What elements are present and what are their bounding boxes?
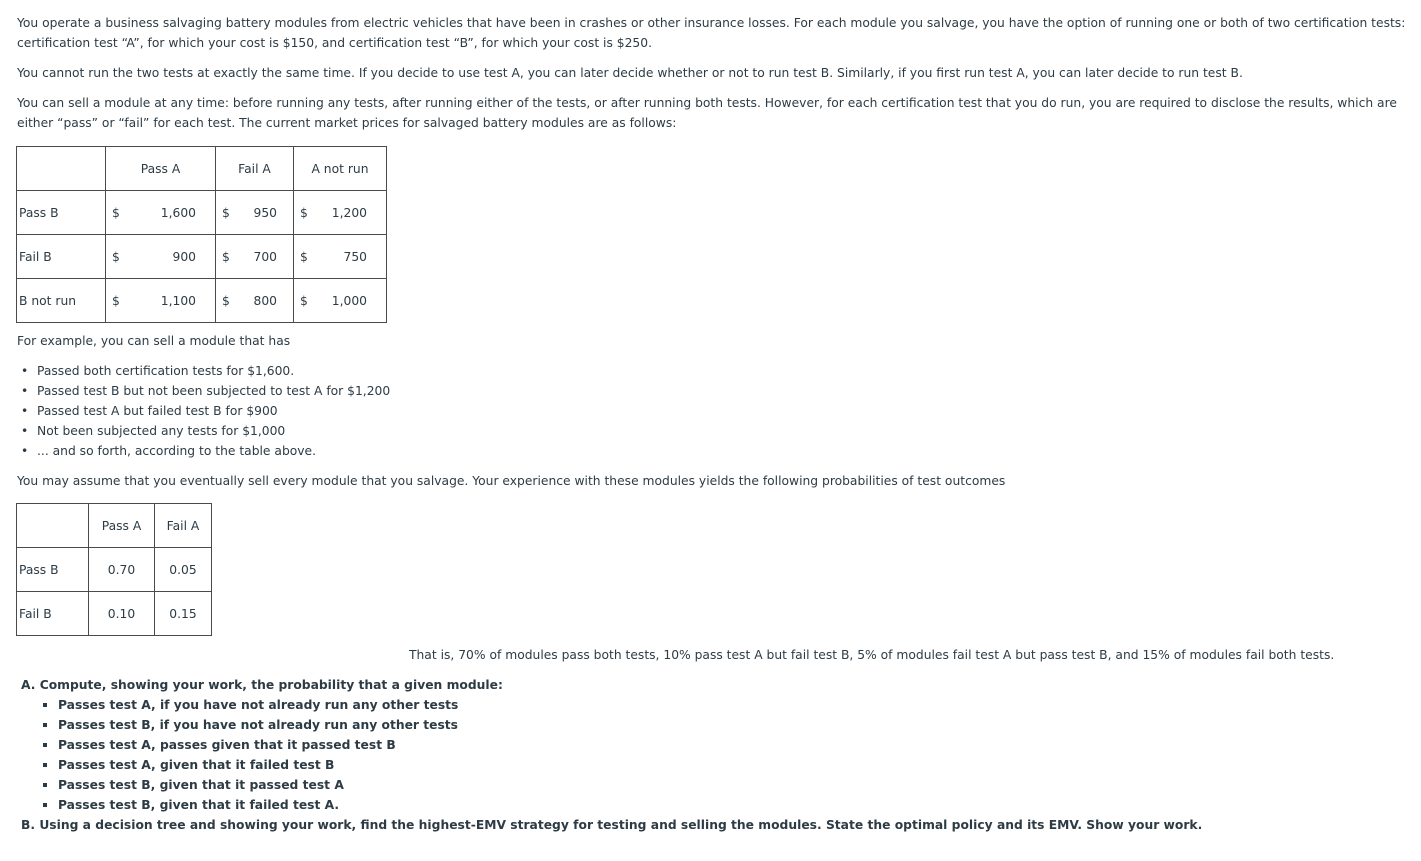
currency-symbol: $ — [294, 191, 317, 235]
currency-symbol: $ — [106, 279, 129, 323]
prob-row-label: Pass B — [17, 548, 89, 592]
price-value: 1,200 — [317, 191, 387, 235]
table-row — [17, 592, 212, 636]
question-a-prompt: A. Compute, showing your work, the probability that a given module: — [21, 678, 503, 692]
list-item: • Not been subjected any tests for $1,000 — [17, 421, 390, 441]
currency-symbol: $ — [216, 235, 239, 279]
price-value: 1,600 — [129, 191, 216, 235]
example-list — [17, 361, 390, 461]
price-row-label: Pass B — [17, 191, 106, 235]
price-value: 1,000 — [317, 279, 387, 323]
price-col-header: Fail A — [216, 147, 294, 191]
list-item: Passes test B, given that it passed test A — [21, 775, 1202, 795]
price-value: 750 — [317, 235, 387, 279]
currency-symbol: $ — [106, 235, 129, 279]
prob-value: 0.05 — [155, 548, 212, 592]
prob-col-header: Fail A — [155, 504, 212, 548]
price-table-corner — [17, 147, 106, 191]
price-row-label: Fail B — [17, 235, 106, 279]
prob-col-header: Pass A — [89, 504, 155, 548]
price-value: 800 — [239, 279, 294, 323]
question-a-list — [21, 695, 1202, 815]
probability-explanation: That is, 70% of modules pass both tests, 10% pass test A but fail test B, 5% of modules fail test A but pass test B, and 15% of modules fail both tests. — [409, 648, 1335, 662]
price-table — [16, 146, 387, 323]
price-col-header: A not run — [294, 147, 387, 191]
currency-symbol: $ — [294, 235, 317, 279]
probability-table-corner — [17, 504, 89, 548]
list-item: • Passed both certification tests for $1,600. — [17, 361, 390, 381]
assumption-text: You may assume that you eventually sell every module that you salvage. Your experience with these modules yields the following probabilities of test outcomes — [17, 474, 1006, 488]
intro-paragraph-1: You operate a business salvaging battery modules from electric vehicles that have been in crashes or other insurance losses. For each module you salvage, you have the option of running one or both of two certification tests: certification test “A”, for which your cost is $150, and certification test “B”, for which your cost is $250. — [17, 16, 1406, 50]
question-a — [21, 675, 1202, 835]
currency-symbol: $ — [216, 279, 239, 323]
prob-value: 0.15 — [155, 592, 212, 636]
currency-symbol: $ — [106, 191, 129, 235]
list-item: • ... and so forth, according to the table above. — [17, 441, 390, 461]
prob-value: 0.70 — [89, 548, 155, 592]
list-item: Passes test B, given that it failed test A. — [21, 795, 1202, 815]
prob-value: 0.10 — [89, 592, 155, 636]
list-item: • Passed test A but failed test B for $900 — [17, 401, 390, 421]
intro-paragraph-2: You cannot run the two tests at exactly the same time. If you decide to use test A, you can later decide whether or not to run test B. Similarly, if you first run test A, you can later decide to run test B. — [17, 66, 1243, 80]
list-item: Passes test A, if you have not already run any other tests — [21, 695, 1202, 715]
list-item: Passes test A, given that it failed test B — [21, 755, 1202, 775]
list-item: Passes test B, if you have not already run any other tests — [21, 715, 1202, 735]
price-value: 700 — [239, 235, 294, 279]
price-value: 900 — [129, 235, 216, 279]
price-table-header-row — [17, 147, 387, 191]
probability-table — [16, 503, 212, 636]
table-row — [17, 548, 212, 592]
question-b-prompt: B. Using a decision tree and showing your work, find the highest-EMV strategy for testing and selling the modules. State the optimal policy and its EMV. Show your work. — [21, 818, 1203, 832]
probability-table-header-row — [17, 504, 212, 548]
price-row-label: B not run — [17, 279, 106, 323]
price-col-header: Pass A — [106, 147, 216, 191]
price-value: 950 — [239, 191, 294, 235]
currency-symbol: $ — [294, 279, 317, 323]
intro-paragraph-3: You can sell a module at any time: before running any tests, after running either of the tests, or after running both tests. However, for each certification test that you do run, you are required to disclose the results, which are either “pass” or “fail” for each test. The current market prices for salvaged battery modules are as follows: — [17, 96, 1397, 130]
price-value: 1,100 — [129, 279, 216, 323]
table-row — [17, 279, 387, 323]
example-lead: For example, you can sell a module that has — [17, 334, 291, 348]
list-item: • Passed test B but not been subjected to test A for $1,200 — [17, 381, 390, 401]
prob-row-label: Fail B — [17, 592, 89, 636]
table-row — [17, 235, 387, 279]
currency-symbol: $ — [216, 191, 239, 235]
list-item: Passes test A, passes given that it passed test B — [21, 735, 1202, 755]
table-row — [17, 191, 387, 235]
